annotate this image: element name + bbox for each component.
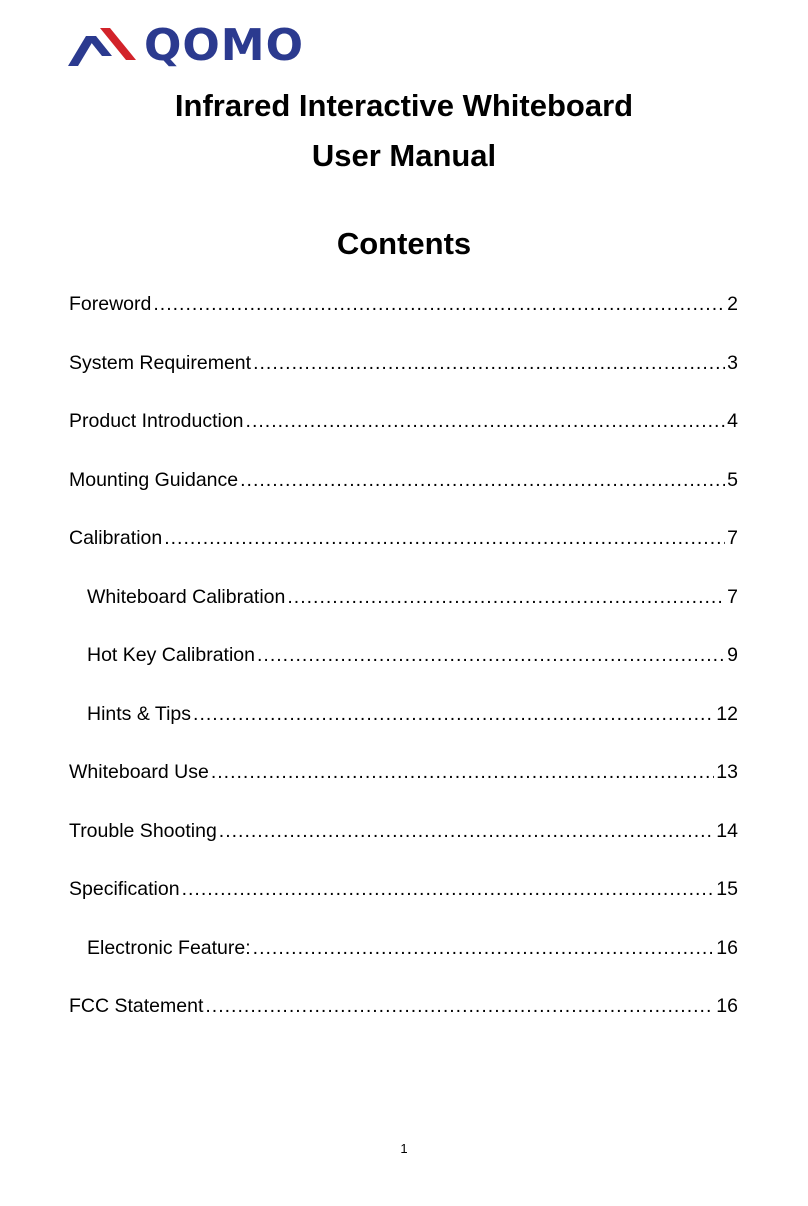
toc-entry-page: 13 <box>716 761 738 783</box>
toc-leader-dots <box>253 934 715 962</box>
toc-entry[interactable] <box>69 817 738 876</box>
toc-entry-page: 7 <box>727 585 738 608</box>
toc-leader-dots <box>219 817 715 845</box>
logo-text: QOMO <box>144 20 304 71</box>
document-title: Infrared Interactive Whiteboard <box>174 88 634 123</box>
toc-entry-label: Specification <box>69 878 180 900</box>
toc-entry-label: Trouble Shooting <box>69 819 217 842</box>
toc-leader-dots <box>205 992 714 1020</box>
document-subtitle: User Manual <box>311 138 497 173</box>
toc-leader-dots <box>193 700 714 728</box>
toc-entry[interactable] <box>69 992 738 1051</box>
toc-entry-label: Foreword <box>69 293 152 315</box>
toc-entry-page: 16 <box>716 936 738 959</box>
toc-entry-page: 7 <box>727 527 738 549</box>
toc-entry[interactable] <box>69 700 738 759</box>
toc-entry-label: System Requirement <box>69 351 252 374</box>
toc-entry-label: Mounting Guidance <box>69 468 239 491</box>
toc-entry[interactable] <box>69 875 738 934</box>
toc-leader-dots <box>257 641 725 669</box>
toc-entry-page: 15 <box>716 878 738 900</box>
toc-entry-page: 16 <box>716 995 738 1017</box>
toc-entry-page: 3 <box>727 351 738 374</box>
toc-entry-label: Product Introduction <box>69 410 244 432</box>
qomo-logo <box>66 22 304 70</box>
toc-entry[interactable] <box>69 349 738 408</box>
toc-entry[interactable] <box>69 524 738 583</box>
toc-leader-dots <box>287 583 725 611</box>
toc-entry-label: Electronic Feature: <box>87 936 251 959</box>
toc-leader-dots <box>211 758 714 786</box>
toc-entry-label: Hints & Tips <box>87 702 192 725</box>
toc-entry-label: FCC Statement <box>69 995 204 1017</box>
toc-entry-label: Calibration <box>69 527 163 549</box>
toc-entry[interactable] <box>69 758 738 817</box>
toc-entry[interactable] <box>69 466 738 525</box>
toc-entry-page: 12 <box>716 702 738 725</box>
toc-entry-page: 2 <box>727 293 738 315</box>
toc-entry-label: Hot Key Calibration <box>87 644 255 666</box>
toc-entry-page: 5 <box>727 468 738 491</box>
toc-leader-dots <box>246 407 726 435</box>
toc-entry-page: 4 <box>727 410 738 432</box>
toc-leader-dots <box>253 349 725 377</box>
toc-leader-dots <box>182 875 715 903</box>
toc-entry[interactable] <box>69 407 738 466</box>
qomo-logo-mark-icon <box>66 22 142 70</box>
contents-heading: Contents <box>336 226 472 261</box>
toc-leader-dots <box>153 290 725 318</box>
toc-entry[interactable] <box>69 934 738 993</box>
toc-entry[interactable] <box>69 290 738 349</box>
toc-entry-page: 9 <box>727 644 738 666</box>
toc-entry-label: Whiteboard Use <box>69 761 209 783</box>
table-of-contents <box>69 290 738 1051</box>
toc-entry-label: Whiteboard Calibration <box>87 585 286 608</box>
toc-leader-dots <box>164 524 725 552</box>
toc-entry[interactable] <box>69 583 738 642</box>
toc-entry[interactable] <box>69 641 738 700</box>
page-number: 1 <box>400 1141 408 1156</box>
toc-leader-dots <box>240 466 725 494</box>
toc-entry-page: 14 <box>716 819 738 842</box>
